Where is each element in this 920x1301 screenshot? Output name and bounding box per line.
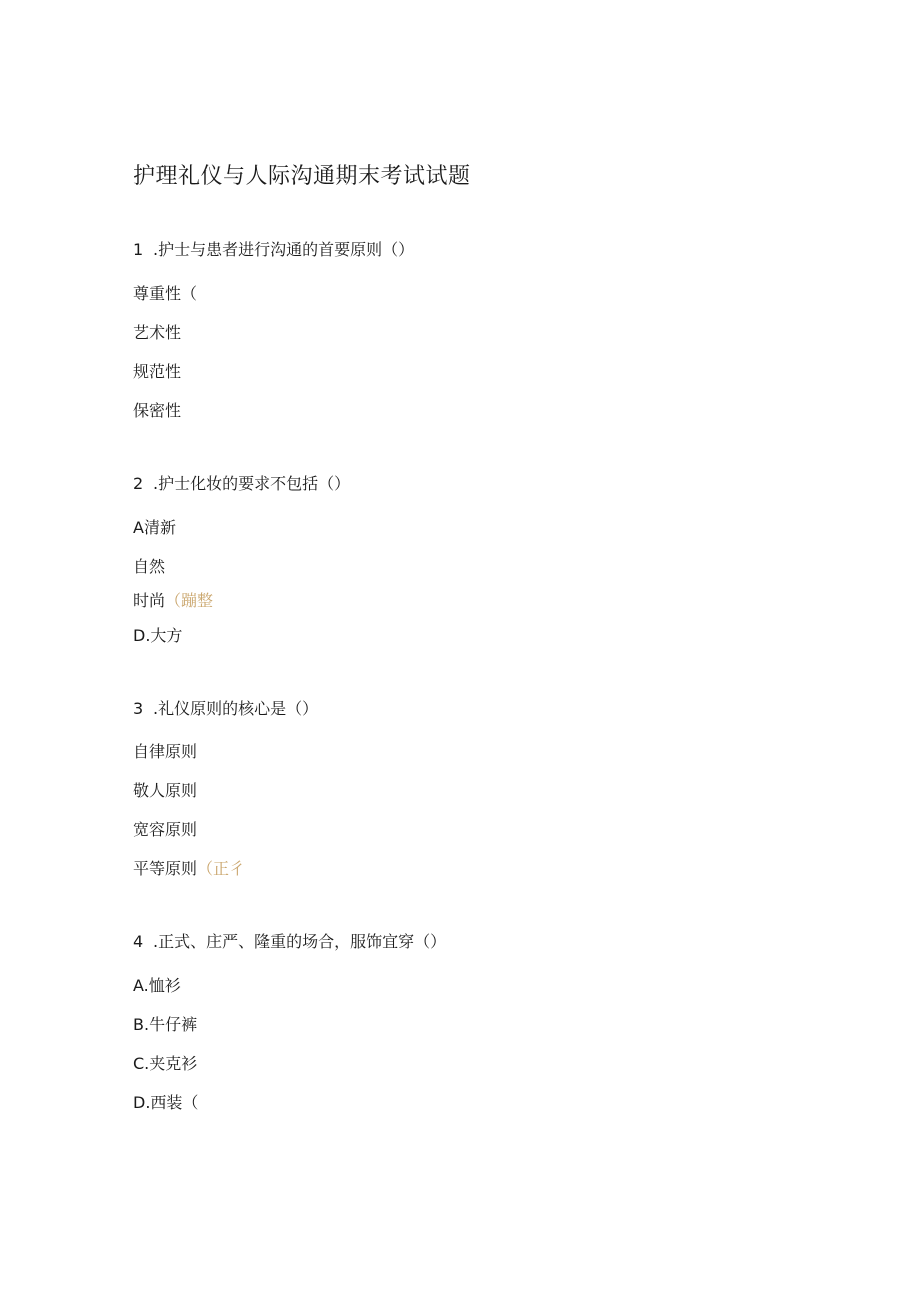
- exam-title: 护理礼仪与人际沟通期末考试试题: [133, 164, 471, 189]
- option-letter: C.: [133, 1054, 150, 1073]
- option-text: 时尚: [133, 591, 166, 610]
- option-4-3: [133, 1053, 197, 1075]
- option-4-1: [133, 975, 181, 997]
- option-text: 大方: [150, 626, 183, 645]
- option-text: 艺术性: [133, 323, 182, 342]
- question-text: .护士与患者进行沟通的首要原则（）: [153, 240, 415, 259]
- option-text: 宽容原则: [133, 820, 198, 839]
- option-text: 西装（: [150, 1093, 199, 1112]
- question-text: .护士化妆的要求不包括（）: [153, 474, 351, 493]
- option-4-4: [133, 1092, 198, 1114]
- option-1-1: [133, 283, 197, 305]
- option-letter: A.: [133, 976, 149, 995]
- option-1-3: [133, 361, 181, 383]
- option-1-4: [133, 400, 181, 422]
- option-3-3: [133, 819, 197, 841]
- option-text: 清新: [143, 518, 176, 537]
- question-number: 4: [133, 932, 144, 951]
- option-letter: B.: [133, 1015, 150, 1034]
- question-2: [133, 473, 350, 495]
- option-text: 夹克衫: [149, 1054, 198, 1073]
- option-1-2: [133, 322, 181, 344]
- question-4: [133, 931, 446, 953]
- option-2-1: [133, 517, 176, 539]
- option-2-4: [133, 625, 182, 647]
- option-text: 自律原则: [133, 742, 198, 761]
- option-3-4: [133, 858, 245, 880]
- option-text: 敬人原则: [133, 781, 198, 800]
- option-text: 平等原则: [133, 859, 198, 878]
- option-4-2: [133, 1014, 197, 1036]
- option-letter: D.: [133, 1093, 151, 1112]
- question-number: 1: [133, 240, 144, 259]
- option-3-2: [133, 780, 197, 802]
- question-1: [133, 239, 414, 261]
- option-letter: A: [133, 518, 144, 537]
- question-text: .正式、庄严、隆重的场合，服饰宜穿（）: [153, 932, 447, 951]
- option-2-2: [133, 556, 165, 578]
- option-text: 尊重性（: [133, 284, 198, 303]
- option-2-3: [133, 590, 213, 612]
- option-letter: D.: [133, 626, 151, 645]
- question-number: 3: [133, 699, 144, 718]
- option-text: 牛仔裤: [149, 1015, 198, 1034]
- option-text: 规范性: [133, 362, 182, 381]
- answer-mark: （正彳: [197, 859, 246, 878]
- option-text: 自然: [133, 557, 166, 576]
- question-text: .礼仪原则的核心是（）: [153, 699, 319, 718]
- option-3-1: [133, 741, 197, 763]
- question-number: 2: [133, 474, 144, 493]
- option-text: 恤衫: [148, 976, 181, 995]
- option-text: 保密性: [133, 401, 182, 420]
- answer-mark: （蹦整: [165, 591, 214, 610]
- question-3: [133, 698, 318, 720]
